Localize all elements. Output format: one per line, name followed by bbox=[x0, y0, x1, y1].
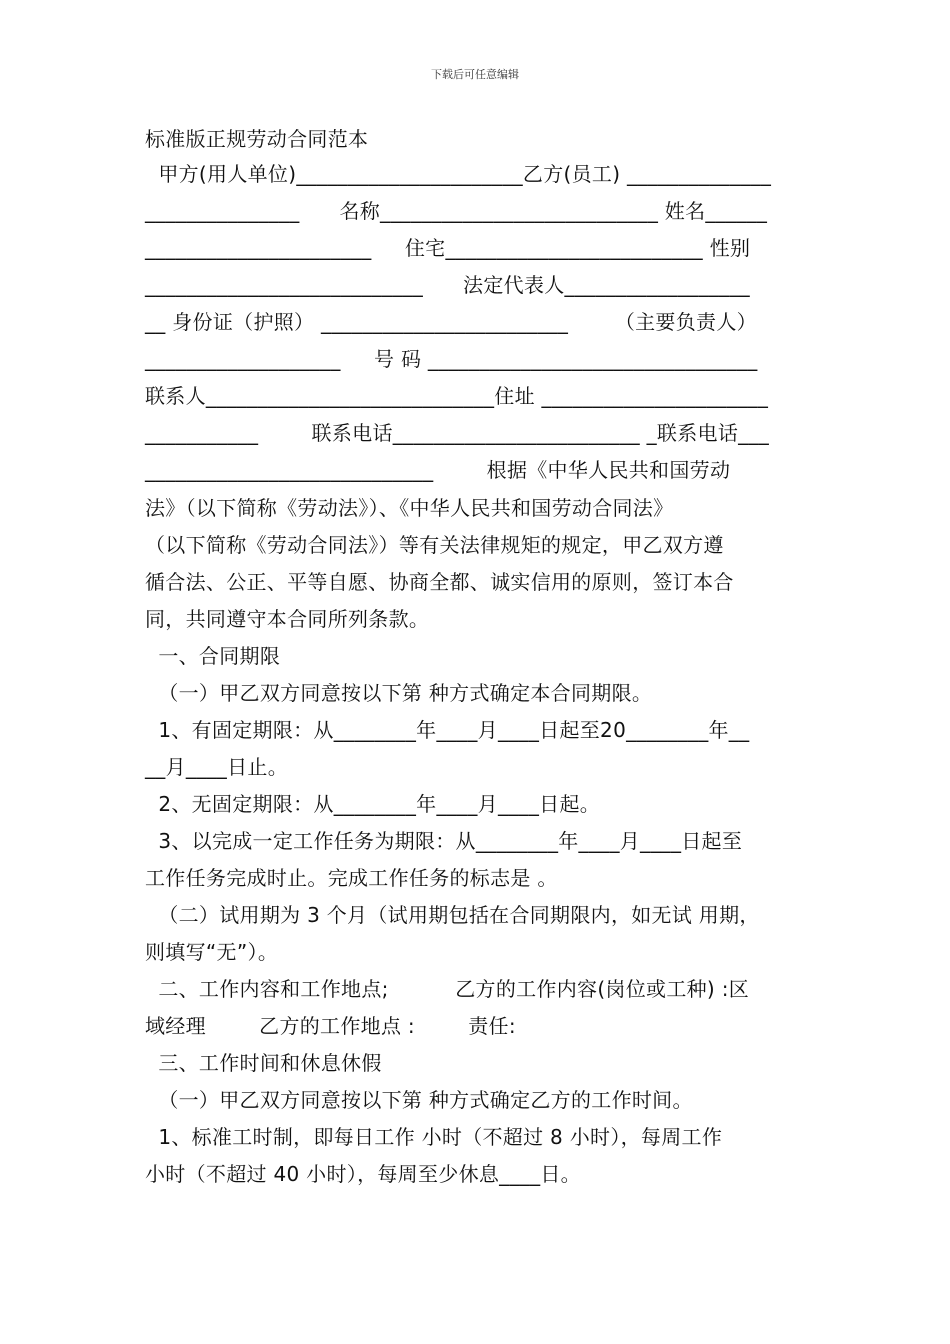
contract-line: ______________________ 住宅_________________________ 性别 bbox=[145, 236, 751, 260]
contract-line: （一）甲乙双方同意按以下第 种方式确定乙方的工作时间。 bbox=[145, 1088, 693, 1112]
contract-line: ___________________ 号 码 ________________________________ bbox=[145, 347, 758, 371]
contract-line: 1、有固定期限：从________年____月____日起至20________年__ bbox=[145, 718, 750, 742]
contract-line: _______________ 名称___________________________ 姓名______ bbox=[145, 199, 768, 223]
contract-line: __月____日止。 bbox=[145, 755, 288, 779]
contract-line: 循合法、公正、平等自愿、协商全都、诚实信用的原则，签订本合 bbox=[145, 570, 734, 594]
contract-line: （一）甲乙双方同意按以下第 种方式确定本合同期限。 bbox=[145, 681, 653, 705]
contract-line: __ 身份证（护照） ________________________ （主要负责人） bbox=[145, 310, 757, 334]
contract-line: ___________________________ 法定代表人__________________ bbox=[145, 273, 750, 297]
contract-line: 1、标准工时制，即每日工作 小时（不超过 8 小时），每周工作 bbox=[145, 1125, 723, 1149]
contract-line: ___________ 联系电话________________________ _联系电话___ bbox=[145, 421, 770, 445]
contract-line: ____________________________ 根据《中华人民共和国劳动 bbox=[145, 458, 731, 482]
section-heading: 一、合同期限 bbox=[145, 644, 281, 668]
contract-line: 工作任务完成时止。完成工作任务的标志是 。 bbox=[145, 866, 558, 890]
contract-line: 域经理 乙方的工作地点 : 责任: bbox=[145, 1014, 516, 1038]
contract-line: 3、以完成一定工作任务为期限：从________年____月____日起至 bbox=[145, 829, 743, 853]
section-heading: 三、工作时间和休息休假 bbox=[145, 1051, 382, 1075]
contract-line: 法》（以下简称《劳动法》）、《中华人民共和国劳动合同法》 bbox=[145, 496, 674, 520]
page-header-note: 下载后可任意编辑 bbox=[431, 68, 519, 81]
document-title: 标准版正规劳动合同范本 bbox=[145, 127, 369, 151]
contract-line: 则填写“无”）。 bbox=[145, 940, 279, 964]
contract-line: 甲方(用人单位)______________________乙方(员工) ______________ bbox=[145, 162, 772, 186]
contract-line: 联系人____________________________住址 ______________________ bbox=[145, 384, 769, 408]
contract-line: 小时（不超过 40 小时），每周至少休息____日。 bbox=[145, 1162, 581, 1186]
contract-line: 二、工作内容和工作地点; 乙方的工作内容(岗位或工种) :区 bbox=[145, 977, 750, 1001]
contract-line: 2、无固定期限：从________年____月____日起。 bbox=[145, 792, 601, 816]
contract-line: （以下简称《劳动合同法》）等有关法律规矩的规定，甲乙双方遵 bbox=[145, 533, 724, 557]
contract-line: （二）试用期为 3 个月（试用期包括在合同期限内，如无试 用期， bbox=[145, 903, 760, 927]
contract-line: 同，共同遵守本合同所列条款。 bbox=[145, 607, 430, 631]
